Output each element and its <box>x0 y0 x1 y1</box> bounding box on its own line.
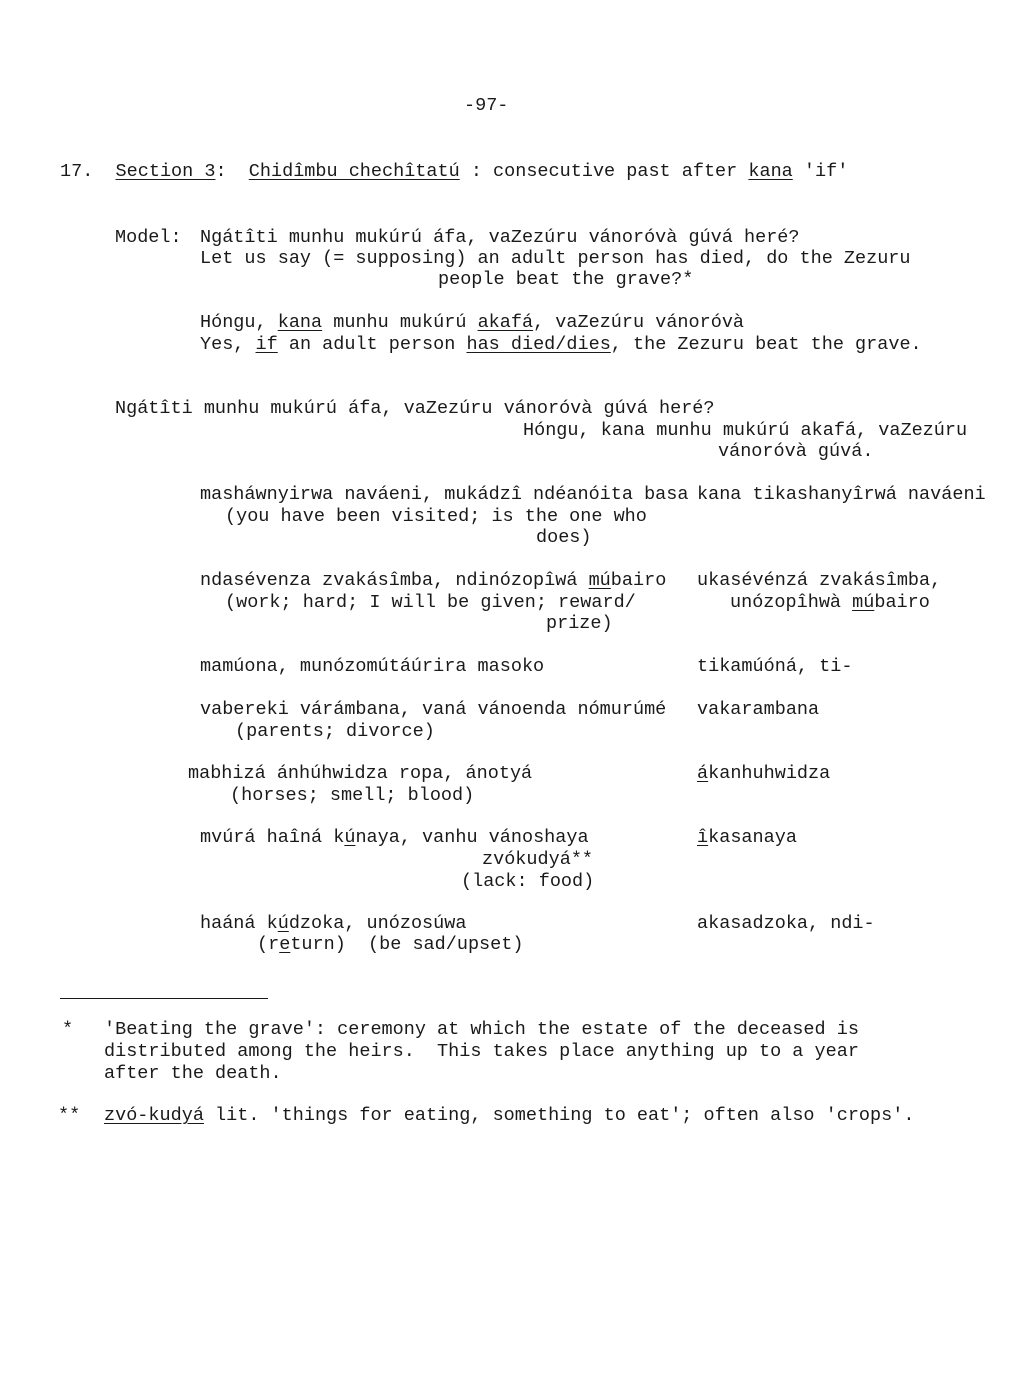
drill-gloss <box>257 934 523 955</box>
section-label: Section 3 <box>115 161 216 182</box>
cue-underlined: ú <box>277 913 289 934</box>
answer-has-died: has died/dies <box>466 334 611 355</box>
model-question-shona: Ngátîti munhu mukúrú áfa, vaZezúru vánoróvà gúvá heré? <box>200 227 800 248</box>
drill-cue <box>200 913 466 934</box>
answer-text: unózopîhwà <box>730 592 853 613</box>
cue-underlined: mú <box>588 570 611 591</box>
gloss-underlined: e <box>279 934 291 955</box>
footnote-line: 'Beating the grave': ceremony at which the estate of the deceased is <box>104 1019 859 1040</box>
drill-answer: akasadzoka, ndi- <box>697 913 875 934</box>
drill-response-2: vánoróvà gúvá. <box>718 441 874 462</box>
footnote-term: zvó-kudyá <box>104 1105 204 1126</box>
footnote-text: lit. 'things for eating, something to eat'; often also 'crops'. <box>203 1105 915 1126</box>
cue-text: bairo <box>610 570 667 591</box>
footnote-line: distributed among the heirs. This takes place anything up to a year <box>104 1041 859 1062</box>
drill-gloss: (you have been visited; is the one who <box>225 506 647 527</box>
answer-text: an adult person <box>277 334 467 355</box>
footnote-mark: * <box>62 1019 74 1040</box>
footnote-line: after the death. <box>104 1063 282 1084</box>
drill-answer: tikamúóná, ti- <box>697 656 853 677</box>
answer-text: kasanaya <box>708 827 797 848</box>
drill-cue <box>200 827 589 848</box>
model-question-english-1: Let us say (= supposing) an adult person has died, do the Zezuru <box>200 248 911 269</box>
cue-text: ndasévenza zvakásîmba, ndinózopîwá <box>200 570 589 591</box>
drill-gloss: (horses; smell; blood) <box>230 785 475 806</box>
cue-text: haáná k <box>200 913 278 934</box>
drill-prompt: Ngátîti munhu mukúrú áfa, vaZezúru vánoróvà gúvá heré? <box>115 398 715 419</box>
answer-text: munhu mukúrú <box>322 312 478 333</box>
drill-answer <box>730 592 930 613</box>
answer-text: bairo <box>874 592 930 613</box>
drill-cue: mamúona, munózomútáúrira masoko <box>200 656 545 677</box>
answer-underlined: mú <box>852 592 875 613</box>
cue-text: dzoka, unózosúwa <box>288 913 467 934</box>
answer-text: , vaZezúru vánoróvà <box>533 312 745 333</box>
page-number: -97- <box>464 95 509 116</box>
drill-gloss: (work; hard; I will be given; reward/ <box>225 592 636 613</box>
gloss-text: turn) (be sad/upset) <box>290 934 524 955</box>
drill-answer: ukasévénzá zvakásîmba, <box>697 570 942 591</box>
drill-gloss: (lack: food) <box>461 871 595 892</box>
answer-text: , the Zezuru beat the grave. <box>610 334 922 355</box>
answer-if: if <box>255 334 278 355</box>
answer-underlined: î <box>697 827 709 848</box>
drill-answer: vakarambana <box>697 699 820 720</box>
drill-response-1: Hóngu, kana munhu mukúrú akafá, vaZezúru <box>523 420 968 441</box>
cue-underlined: ú <box>344 827 356 848</box>
cue-text: naya, vanhu vánoshaya <box>355 827 589 848</box>
drill-gloss: (parents; divorce) <box>235 721 435 742</box>
answer-text: Yes, <box>200 334 256 355</box>
footnote-separator <box>60 998 268 999</box>
footnote-line <box>104 1105 914 1126</box>
drill-gloss: does) <box>536 527 592 548</box>
section-kana: kana <box>748 161 793 182</box>
answer-kana: kana <box>277 312 323 333</box>
answer-akafa: akafá <box>477 312 534 333</box>
model-label: Model: <box>115 227 182 248</box>
section-heading <box>60 161 848 182</box>
model-question-english-2: people beat the grave?* <box>438 269 694 290</box>
answer-text: Hóngu, <box>200 312 278 333</box>
section-if-gloss: 'if' <box>792 161 849 182</box>
drill-answer <box>697 763 830 784</box>
section-title-shona: Chidîmbu chechîtatú <box>248 161 460 182</box>
drill-cue: zvókudyá** <box>482 849 594 870</box>
drill-cue: masháwnyirwa naváeni, mukádzî ndéanóita basa <box>200 484 689 505</box>
drill-gloss: prize) <box>546 613 613 634</box>
model-answer-english <box>200 334 922 355</box>
drill-answer: kana tikashanyîrwá naváeni <box>697 484 986 505</box>
drill-cue: vabereki várámbana, vaná vánoenda nómurúmé <box>200 699 667 720</box>
model-answer-shona <box>200 312 744 333</box>
drill-cue: mabhizá ánhúhwidza ropa, ánotyá <box>188 763 533 784</box>
answer-underlined: á <box>697 763 709 784</box>
drill-answer <box>697 827 797 848</box>
cue-text: mvúrá haîná k <box>200 827 345 848</box>
footnote-mark: ** <box>58 1105 81 1126</box>
section-number: 17. <box>60 161 94 182</box>
drill-cue <box>200 570 666 591</box>
answer-text: kanhuhwidza <box>708 763 831 784</box>
gloss-text: (r <box>257 934 280 955</box>
section-colon: : <box>215 161 227 182</box>
section-title-rest: : consecutive past after <box>459 161 749 182</box>
